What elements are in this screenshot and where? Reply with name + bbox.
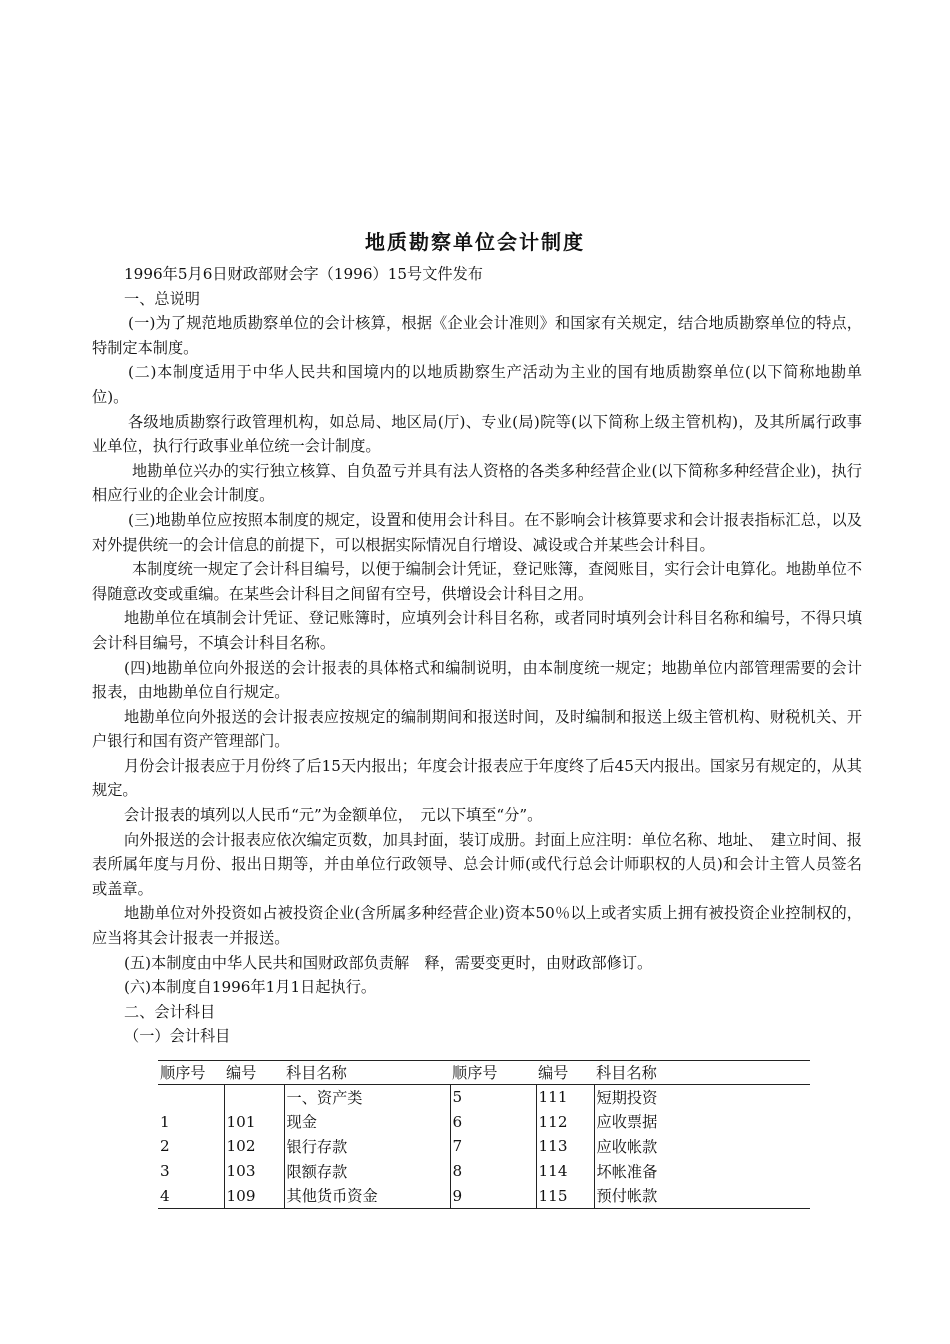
table-cell: 一、资产类 xyxy=(284,1085,450,1110)
table-cell: 预付帐款 xyxy=(594,1183,810,1208)
column-header: 编号 xyxy=(536,1061,594,1085)
section-heading-accounts: 二、会计科目 xyxy=(124,1002,216,1021)
table-cell: 6 xyxy=(450,1110,536,1135)
table-cell: 7 xyxy=(450,1134,536,1159)
paragraph: 地勘单位对外投资如占被投资企业(含所属多种经营企业)资本50％以上或者实质上拥有被投资企业控制权的，应当将其会计报表一并报送。 xyxy=(92,904,862,948)
table-cell: 银行存款 xyxy=(284,1134,450,1159)
table-cell: 短期投资 xyxy=(594,1085,810,1110)
paragraph: 各级地质勘察行政管理机构，如总局、地区局(厅)、专业(局)院等(以下简称上级主管机构)，及其所属行政事业单位，执行行政事业单位统一会计制度。 xyxy=(92,412,862,456)
table-cell: 1 xyxy=(160,1112,170,1131)
table-cell: 9 xyxy=(450,1183,536,1208)
table-row xyxy=(158,1159,810,1184)
table-caption: （一）会计科目 xyxy=(124,1027,231,1046)
document-title: 地质勘察单位会计制度 xyxy=(365,230,585,254)
paragraph: (三)地勘单位应按照本制度的规定，设置和使用会计科目。在不影响会计核算要求和会计报表指标汇总，以及对外提供统一的会计信息的前提下，可以根据实际情况自行增设、减设或合并某些会计科目。 xyxy=(92,510,862,554)
paragraph: 向外报送的会计报表应依次编定页数，加具封面，装订成册。封面上应注明：单位名称、地址、 建立时间、报表所属年度与月份、报出日期等，并由单位行政领导、总会计师(或代行总会计师职权的人员)和会计主管人员签名或盖章。 xyxy=(92,830,862,898)
table-cell: 103 xyxy=(224,1159,284,1184)
table-cell: 114 xyxy=(536,1159,594,1184)
accounts-table xyxy=(158,1060,810,1209)
paragraph: 地勘单位兴办的实行独立核算、自负盈亏并具有法人资格的各类多种经营企业(以下简称多种经营企业)，执行相应行业的企业会计制度。 xyxy=(92,461,862,505)
section-heading-general: 一、总说明 xyxy=(124,289,200,308)
table-cell: 102 xyxy=(224,1134,284,1159)
table-cell: 坏帐准备 xyxy=(594,1159,810,1184)
table-header-row xyxy=(158,1061,810,1085)
paragraph: 本制度统一规定了会计科目编号，以便于编制会计凭证，登记账簿，查阅账目，实行会计电算化。地勘单位不得随意改变或重编。在某些会计科目之间留有空号，供增设会计科目之用。 xyxy=(92,560,862,603)
column-header: 编号 xyxy=(224,1061,284,1085)
paragraph: (四)地勘单位向外报送的会计报表的具体格式和编制说明，由本制度统一规定；地勘单位内部管理需要的会计报表，由地勘单位自行规定。 xyxy=(92,658,862,702)
table-row xyxy=(158,1183,810,1208)
paragraph: 会计报表的填列以人民币“元”为金额单位， 元以下填至“分”。 xyxy=(124,806,543,825)
table-cell: 现金 xyxy=(284,1110,450,1135)
column-header: 顺序号 xyxy=(450,1061,536,1085)
paragraph: 地勘单位在填制会计凭证、登记账簿时，应填列会计科目名称，或者同时填列会计科目名称和编号，不得只填会计科目编号，不填会计科目名称。 xyxy=(92,609,862,652)
table-cell: 115 xyxy=(536,1183,594,1208)
table-cell: 其他货币资金 xyxy=(284,1183,450,1208)
table-cell xyxy=(224,1085,284,1110)
table-cell: 101 xyxy=(224,1110,284,1135)
table-cell xyxy=(158,1085,224,1110)
table-cell: 3 xyxy=(160,1162,170,1181)
table-row xyxy=(158,1134,810,1159)
column-header: 科目名称 xyxy=(284,1061,450,1085)
table-cell: 109 xyxy=(224,1183,284,1208)
table-cell: 4 xyxy=(158,1183,224,1208)
table-cell: 111 xyxy=(536,1085,594,1110)
table-cell: 2 xyxy=(160,1137,170,1156)
table-row xyxy=(158,1085,810,1110)
issue-line: 1996年5月6日财政部财会字（1996）15号文件发布 xyxy=(124,265,483,283)
paragraph: (一)为了规范地质勘察单位的会计核算，根据《企业会计准则》和国家有关规定，结合地质勘察单位的特点，特制定本制度。 xyxy=(92,314,862,357)
column-header: 顺序号 xyxy=(158,1061,224,1085)
document-body xyxy=(92,262,862,1049)
paragraph: 地勘单位向外报送的会计报表应按规定的编制期间和报送时间，及时编制和报送上级主管机构、财税机关、开户银行和国有资产管理部门。 xyxy=(92,707,862,751)
table-row xyxy=(158,1110,810,1135)
table-cell: 8 xyxy=(450,1159,536,1184)
paragraph: (五)本制度由中华人民共和国财政部负责解 释，需要变更时，由财政部修订。 xyxy=(124,953,653,972)
table-cell: 112 xyxy=(536,1110,594,1135)
paragraph: (六)本制度自1996年1月1日起执行。 xyxy=(124,978,377,997)
table-cell: 应收帐款 xyxy=(594,1134,810,1159)
table-cell: 应收票据 xyxy=(594,1110,810,1135)
paragraph: (二)本制度适用于中华人民共和国境内的以地质勘察生产活动为主业的国有地质勘察单位(以下简称地勘单位)。 xyxy=(92,363,862,406)
table-cell: 限额存款 xyxy=(284,1159,450,1184)
table-cell: 5 xyxy=(450,1085,536,1110)
paragraph: 月份会计报表应于月份终了后15天内报出；年度会计报表应于年度终了后45天内报出。国家另有规定的，从其规定。 xyxy=(92,756,862,800)
table-cell: 113 xyxy=(536,1134,594,1159)
column-header: 科目名称 xyxy=(594,1061,810,1085)
